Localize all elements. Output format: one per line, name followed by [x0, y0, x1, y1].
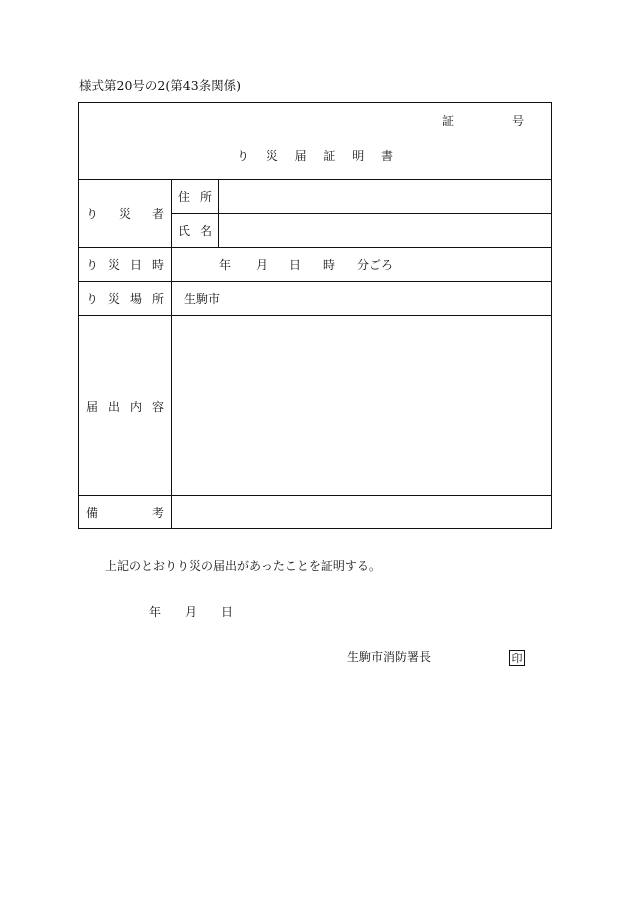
datetime-year: 年	[219, 258, 232, 272]
rule-title-bottom	[79, 179, 551, 180]
issuer-title: 生駒市消防署長	[347, 650, 432, 664]
rule-sublabel-column	[218, 179, 219, 247]
certification-text: 上記のとおりり災の届出があったことを証明する。	[105, 559, 381, 573]
title-char: 災	[265, 149, 278, 163]
certificate-number-suffix: 号	[512, 114, 525, 128]
label-contents: 届 出 内 容	[86, 400, 164, 414]
title-char: 証	[323, 149, 336, 163]
location-value: 生駒市	[184, 292, 221, 306]
label-remarks: 備 考	[86, 506, 164, 520]
issue-date-year: 年	[149, 605, 162, 619]
title-char: 届	[294, 149, 307, 163]
rule-contents-bottom	[79, 495, 551, 496]
certificate-number-prefix: 証	[442, 114, 455, 128]
form-number: 様式第20号の2(第43条関係)	[79, 78, 242, 93]
datetime-day: 日	[289, 258, 302, 272]
datetime-month: 月	[256, 258, 269, 272]
seal-text: 印	[511, 651, 523, 665]
datetime-minute: 分ごろ	[357, 258, 394, 272]
rule-label-column	[171, 179, 172, 528]
title-char: 明	[352, 149, 365, 163]
rule-datetime-bottom	[79, 281, 551, 282]
label-victim: り 災 者	[86, 207, 164, 221]
rule-victim-bottom	[79, 247, 551, 248]
label-datetime: り 災 日 時	[86, 258, 164, 272]
label-address: 住 所	[178, 190, 212, 204]
rule-address-bottom	[171, 213, 551, 214]
seal-stamp	[509, 650, 525, 666]
title-char: り	[237, 149, 250, 163]
certificate-title	[237, 150, 393, 162]
label-name: 氏 名	[178, 224, 212, 238]
datetime-hour: 時	[323, 258, 336, 272]
issue-date-month: 月	[185, 605, 198, 619]
label-location: り 災 場 所	[86, 292, 164, 306]
title-char: 書	[380, 149, 393, 163]
issue-date-day: 日	[221, 605, 234, 619]
rule-location-bottom	[79, 315, 551, 316]
